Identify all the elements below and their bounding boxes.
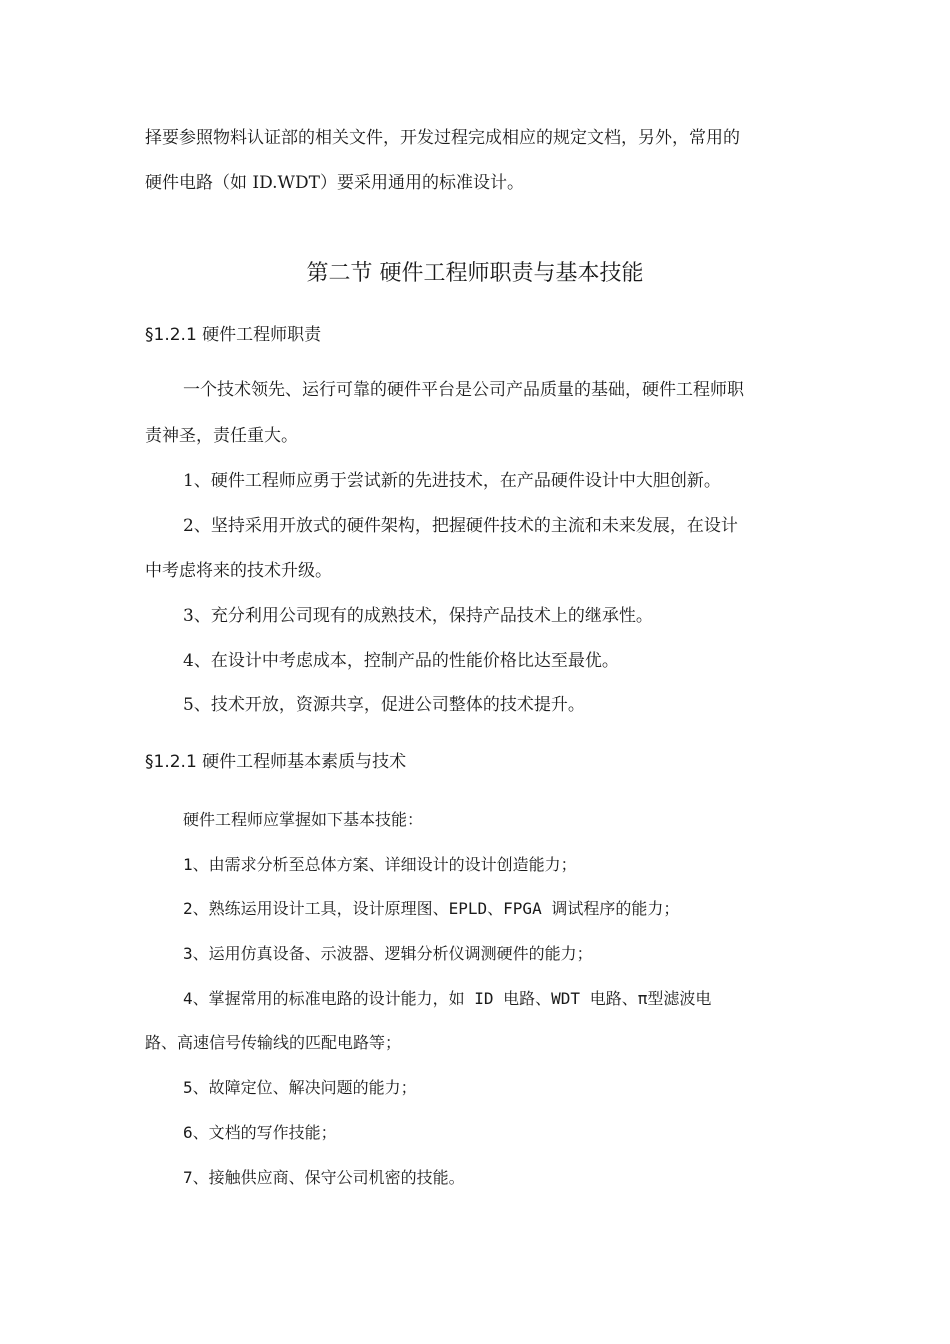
skills-item-4-line-2: 路、高速信号传输线的匹配电路等； — [145, 1033, 402, 1052]
duties-heading: §1.2.1 硬件工程师职责 — [145, 325, 322, 345]
skills-heading: §1.2.1 硬件工程师基本素质与技术 — [145, 752, 407, 772]
duties-item-4: 4、在设计中考虑成本，控制产品的性能价格比达至最优。 — [183, 651, 619, 671]
skills-item-3: 3、运用仿真设备、示波器、逻辑分析仪调测硬件的能力； — [183, 944, 593, 963]
skills-item-5: 5、故障定位、解决问题的能力； — [183, 1078, 417, 1097]
intro-line-1: 择要参照物料认证部的相关文件，开发过程完成相应的规定文档，另外，常用的 — [145, 128, 740, 148]
duties-item-2-line-1: 2、坚持采用开放式的硬件架构，把握硬件技术的主流和未来发展，在设计 — [183, 516, 738, 536]
duties-item-3: 3、充分利用公司现有的成熟技术，保持产品技术上的继承性。 — [183, 606, 653, 626]
skills-item-7: 7、接触供应商、保守公司机密的技能。 — [183, 1168, 465, 1187]
skills-item-1: 1、由需求分析至总体方案、详细设计的设计创造能力； — [183, 855, 577, 874]
skills-item-4-line-1: 4、掌握常用的标准电路的设计能力，如 ID 电路、WDT 电路、π型滤波电 — [183, 989, 712, 1008]
skills-item-6: 6、文档的写作技能； — [183, 1123, 337, 1142]
section-title: 第二节 硬件工程师职责与基本技能 — [306, 261, 644, 286]
skills-intro: 硬件工程师应掌握如下基本技能： — [183, 810, 424, 829]
intro-line-2: 硬件电路（如 ID.WDT）要采用通用的标准设计。 — [145, 173, 524, 193]
duties-paragraph-line-2: 责神圣，责任重大。 — [145, 426, 298, 446]
duties-paragraph-line-1: 一个技术领先、运行可靠的硬件平台是公司产品质量的基础，硬件工程师职 — [183, 380, 744, 400]
duties-item-2-line-2: 中考虑将来的技术升级。 — [145, 561, 332, 581]
skills-item-2: 2、熟练运用设计工具，设计原理图、EPLD、FPGA 调试程序的能力； — [183, 899, 680, 918]
duties-item-1: 1、硬件工程师应勇于尝试新的先进技术，在产品硬件设计中大胆创新。 — [183, 471, 721, 491]
duties-item-5: 5、技术开放，资源共享，促进公司整体的技术提升。 — [183, 695, 585, 715]
